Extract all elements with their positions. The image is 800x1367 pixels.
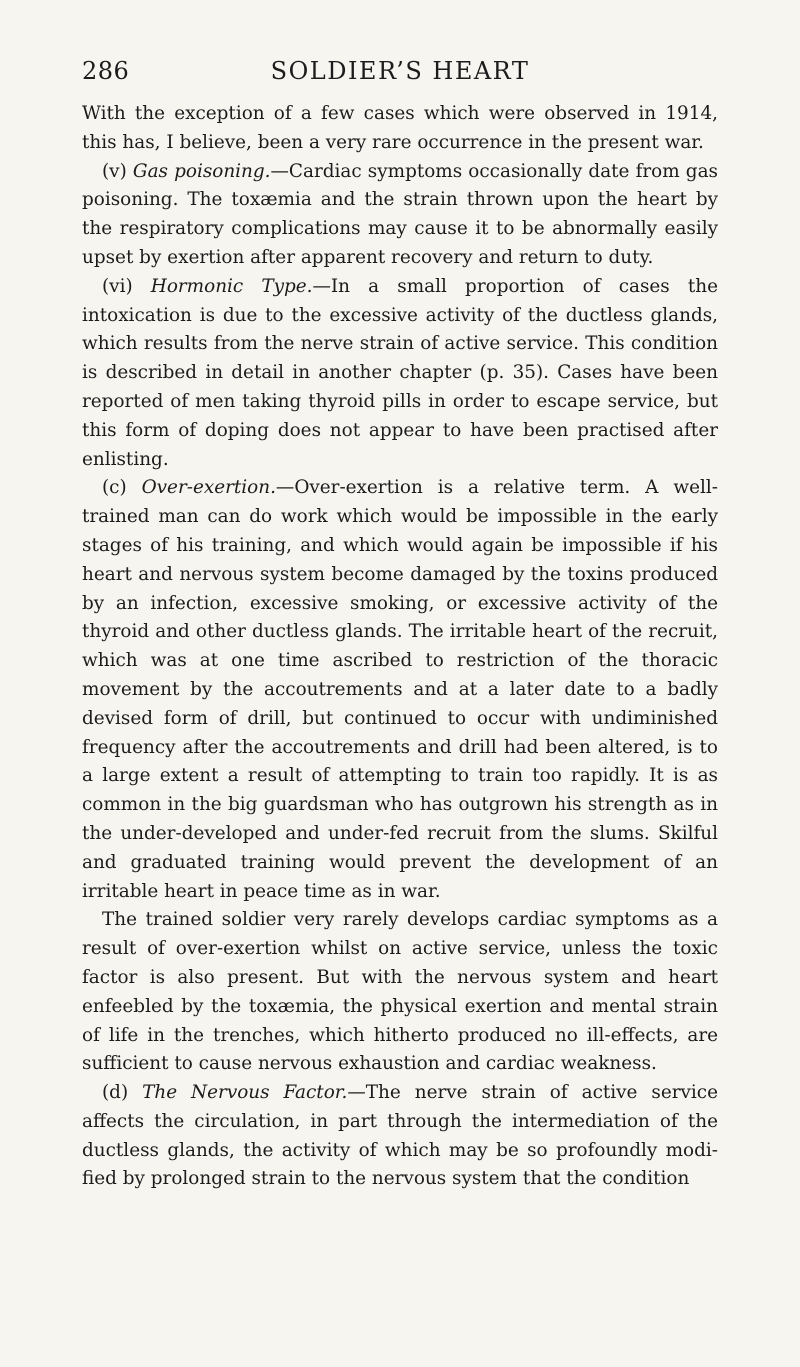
paragraph-lead: (v) [102, 160, 133, 182]
paragraph-lead: (d) [102, 1082, 143, 1104]
paragraph-text: —Over-exertion is a relative term. A well-trained man can do work which would be impossible in the early stages of his training, and which would again be impossible if his heart and nervous system become damaged by the toxins produced by an infection, excessive smoking, or excessive activity of the thyroid and other ductless glands. The irritable heart of the recruit, which was at one time ascribed to restriction of the thoracic movement by the accoutrements and at a later date to a badly devised form of drill, but continued to occur with undiminished frequency after the accoutrements and drill had been altered, is to a large extent a result of attempting to train too rapidly. It is as common in the big guardsman who has outgrown his strength as in the under-developed and under-fed recruit from the slums. Skilful and graduated training would prevent the development of an irritable heart in peace time as in war. [82, 477, 718, 902]
paragraph-text: —The nerve strain of active service affects the circulation, in part through the intermediation of the ductless glands, the activity of which may be so profoundly modified by prolonged strain to the nervous system that the condition [82, 1082, 718, 1190]
paragraph-continuation [82, 100, 718, 158]
body-text [82, 100, 718, 1194]
paragraph-text: The trained soldier very rarely develops cardiac symptoms as a result of over-exertion whilst on active service, unless the toxic factor is also present. But with the nervous system and heart enfeebled by the toxæmia, the physical exertion and mental strain of life in the trenches, which hitherto produced no ill-effects, are sufficient to cause nervous exhaustion and cardiac weakness. [82, 909, 718, 1075]
paragraph-heading: The Nervous Factor. [142, 1082, 348, 1104]
running-title: SOLDIER’S HEART [270, 57, 530, 85]
paragraph-lead: (vi) [102, 275, 151, 297]
paragraph-lead: (c) [102, 477, 142, 499]
paragraph-hormonic-type [82, 273, 718, 475]
paragraph-gas-poisoning [82, 158, 718, 273]
paragraph-nervous-factor [82, 1079, 718, 1194]
page-number: 286 [82, 57, 130, 85]
paragraph-over-exertion [82, 474, 718, 906]
paragraph-text: —In a small proportion of cases the intoxication is due to the excessive activity of the ductless glands, which results from the nerve strain of active service. This condition is described in detail in another chapter (p. 35). Cases have been reported of men taking thyroid pills in order to escape service, but this form of doping does not appear to have been practised after enlisting. [82, 275, 718, 470]
paragraph-heading: Over-exertion. [141, 477, 276, 499]
paragraph-text: With the exception of a few cases which were observed in 1914, this has, I believe, been a very rare occurrence in the present war. [82, 103, 718, 153]
paragraph-trained-soldier [82, 906, 718, 1079]
running-head [82, 56, 718, 86]
paragraph-text: —Cardiac symptoms occasionally date from gas poisoning. The toxæmia and the strain thrown upon the heart by the respiratory complications may cause it to be abnormally easily upset by exertion after apparent recovery and return to duty. [82, 160, 718, 268]
paragraph-heading: Gas poisoning. [132, 160, 271, 182]
paragraph-heading: Hormonic Type. [150, 275, 313, 297]
